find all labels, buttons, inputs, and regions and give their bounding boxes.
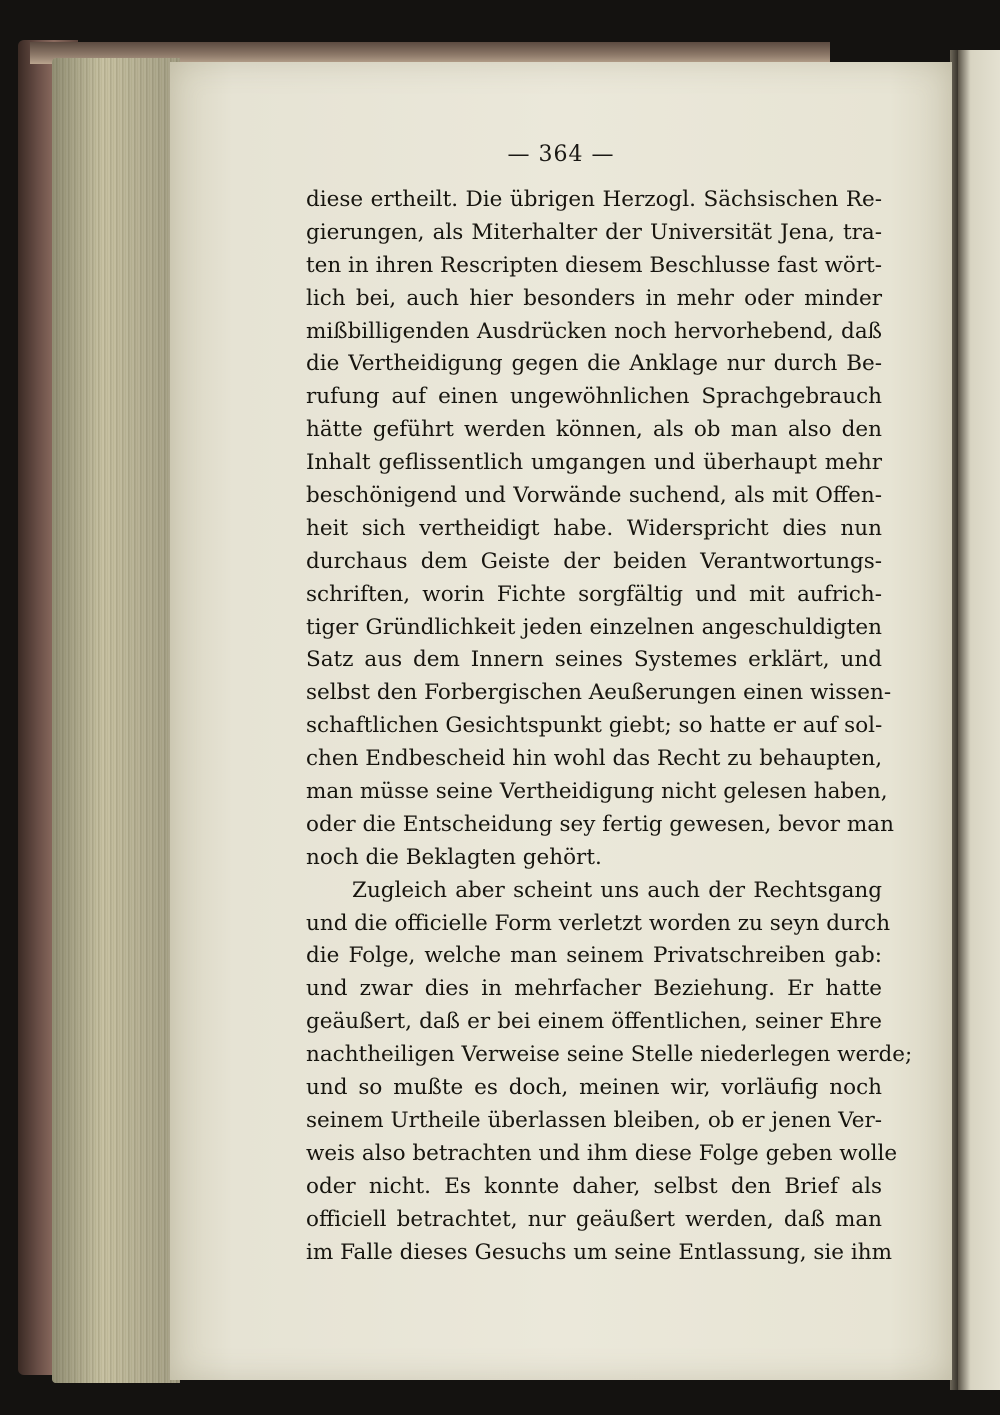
text-line: ten in ihren Rescripten diesem Beschlusse fast wört- — [306, 252, 882, 278]
text-line: Zugleich aber scheint uns auch der Rechtsgang — [352, 877, 882, 903]
text-line: hätte geführt werden können, als ob man also den — [306, 417, 882, 443]
text-line: man müsse seine Vertheidigung nicht gelesen haben, — [306, 779, 888, 805]
text-line: Satz aus dem Innern seines Systemes erklärt, und — [306, 647, 882, 673]
text-line: gierungen, als Miterhalter der Universität Jena, tra- — [306, 219, 882, 245]
text-line: selbst den Forbergischen Aeußerungen einen wissen- — [306, 680, 892, 706]
text-line: schaftlichen Gesichtspunkt giebt; so hatte er auf sol- — [306, 713, 883, 739]
text-line: rufung auf einen ungewöhnlichen Sprachgebrauch — [306, 384, 882, 410]
facing-page — [958, 50, 1000, 1390]
text-line: oder die Entscheidung sey fertig gewesen, bevor man — [306, 811, 894, 837]
text-line: tiger Gründlichkeit jeden einzelnen angeschuldigten — [306, 614, 882, 640]
body-text — [306, 184, 913, 1269]
text-line: chen Endbescheid hin wohl das Recht zu behaupten, — [306, 746, 883, 772]
text-line: weis also betrachten und ihm diese Folge geben wolle — [306, 1140, 898, 1166]
text-line: oder nicht. Es konnte daher, selbst den Brief als — [306, 1173, 882, 1199]
text-line: und zwar dies in mehrfacher Beziehung. Er hatte — [306, 976, 882, 1002]
text-line: im Falle dieses Gesuchs um seine Entlassung, sie ihm — [306, 1239, 892, 1265]
text-line: noch die Beklagten gehört. — [306, 844, 602, 870]
text-line: nachtheiligen Verweise seine Stelle niederlegen werde; — [306, 1042, 913, 1068]
text-line: die Vertheidigung gegen die Anklage nur durch Be- — [306, 351, 882, 377]
text-line: diese ertheilt. Die übrigen Herzogl. Sächsischen Re- — [306, 187, 882, 212]
book-page — [170, 62, 952, 1380]
text-line: und so mußte es doch, meinen wir, vorläufig noch — [306, 1075, 882, 1101]
text-line: mißbilligenden Ausdrücken noch hervorhebend, daß — [306, 318, 882, 344]
text-line: und die officielle Form verletzt worden zu seyn durch — [306, 910, 891, 936]
text-line: Inhalt geflissentlich umgangen und überhaupt mehr — [306, 450, 882, 476]
text-line: seinem Urtheile überlassen bleiben, ob er jenen Ver- — [306, 1107, 882, 1133]
text-line: geäußert, daß er bei einem öffentlichen, seiner Ehre — [306, 1009, 882, 1035]
text-line: die Folge, welche man seinem Privatschreiben gab: — [306, 943, 882, 969]
page-number: — 364 — — [507, 142, 615, 167]
page-edges-shadow — [52, 58, 180, 1383]
text-line: beschönigend und Vorwände suchend, als mit Offen- — [306, 483, 882, 509]
text-line: officiell betrachtet, nur geäußert werden, daß man — [306, 1206, 882, 1232]
text-line: lich bei, auch hier besonders in mehr oder minder — [306, 285, 882, 311]
text-line: schriften, worin Fichte sorgfältig und mit aufrich- — [306, 581, 882, 607]
text-line: durchaus dem Geiste der beiden Verantwortungs- — [306, 548, 882, 574]
text-line: heit sich vertheidigt habe. Widerspricht dies nun — [306, 515, 882, 541]
